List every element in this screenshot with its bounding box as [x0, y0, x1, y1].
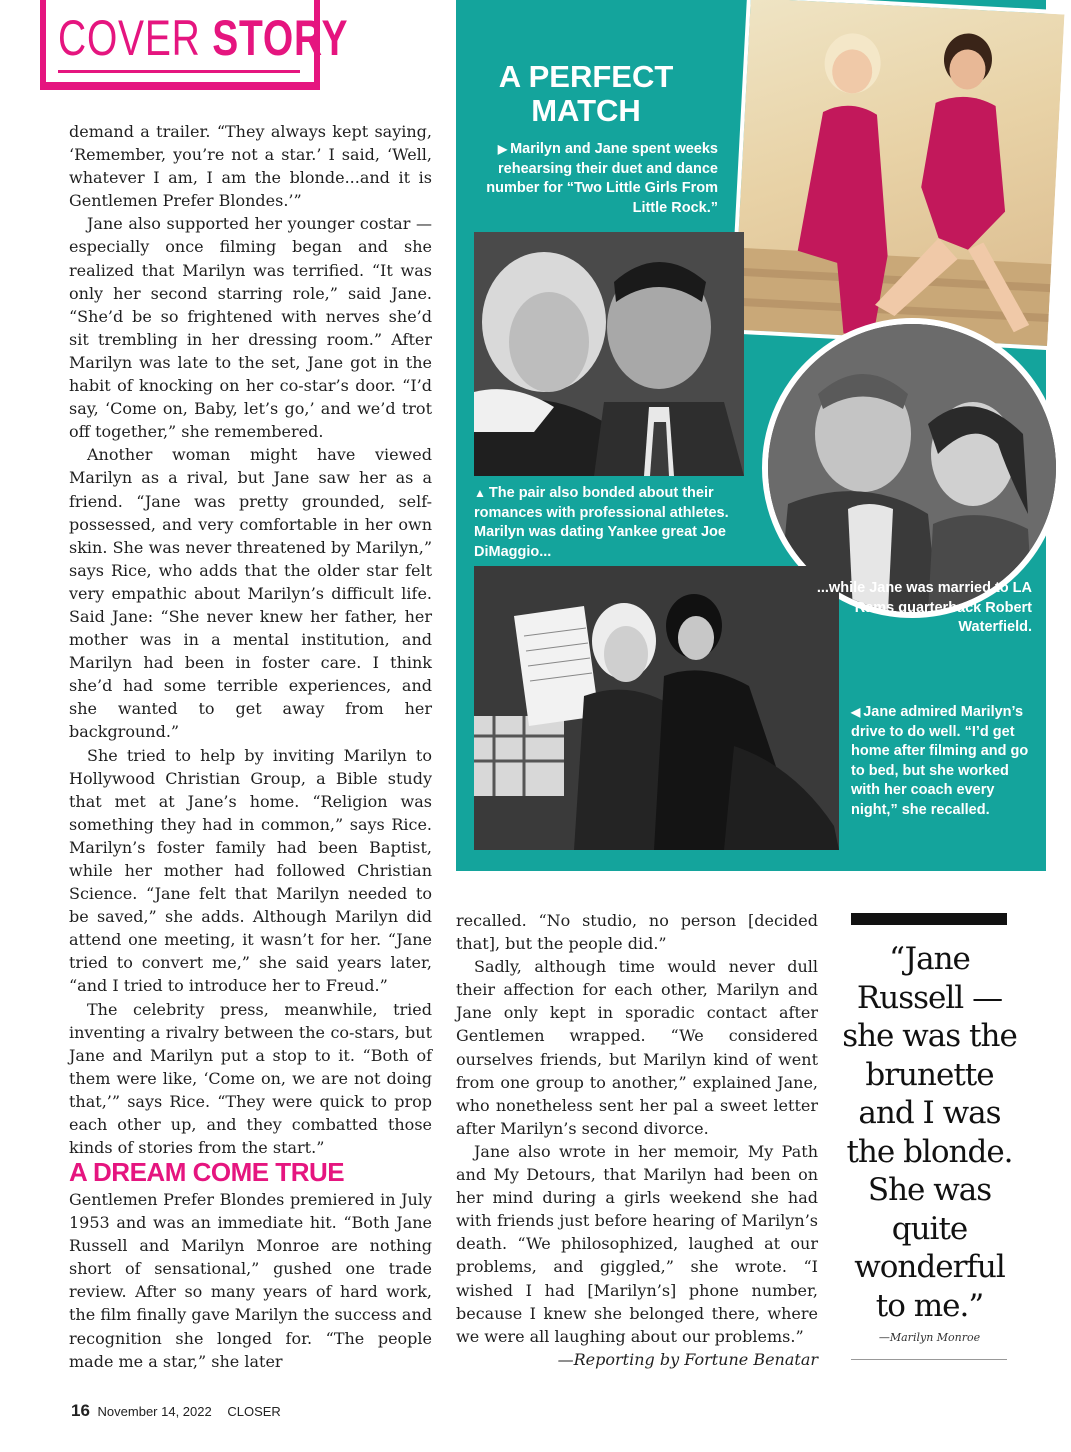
article-paragraph: Another woman might have viewed Marilyn as a rival, but Jane saw her as a friend. “Jane was pretty grounded, self-possessed, and very comfortable in her own skin. She was never threatened by Marilyn,” says Rice, who adds that the older star felt very empathic about Marilyn’s difficult life. Said Jane: “She never knew her father, her mother was in a mental institution, and Marilyn had been in foster care. I think she’d had some terrible experiences, and she wanted to get away from her background.” — [69, 445, 432, 742]
pull-quote-rule — [851, 1359, 1007, 1360]
caption-waterfield — [806, 579, 1032, 638]
sidebar-title — [466, 60, 706, 128]
section-label-word-2: STORY — [212, 10, 349, 66]
reporting-credit: —Reporting by Fortune Benatar — [557, 1349, 818, 1369]
photo-gowns-illustration — [734, 0, 1065, 346]
section-label — [58, 10, 348, 66]
photo-sheet-music — [474, 566, 839, 850]
photo-marilyn-dimaggio-illustration — [474, 232, 744, 476]
article-column-1 — [69, 120, 432, 1159]
article-paragraph: Sadly, although time would never dull their affection for each other, Marilyn and Jane only kept in sporadic contact after Gentlemen wrapped. “We considered ourselves friends, but Marilyn kind of went from one group to another,” explained Jane, who nonetheless sent her pal a sweet letter after Marilyn’s second divorce. — [456, 957, 818, 1138]
pull-quote: “Jane Russell — she was the brunette and I was the blonde. She was quite wonderful to me.” — [842, 941, 1017, 1324]
sidebar-title-line-2: MATCH — [531, 93, 641, 128]
article-column-1-continued — [69, 1188, 432, 1373]
section-subhead: A DREAM COME TRUE — [69, 1157, 345, 1187]
section-rule — [58, 70, 300, 73]
caption-drive — [851, 703, 1037, 821]
caption-athletes-text: The pair also bonded about their romances with professional athletes. Marilyn was dating Yankee great Joe DiMaggio... — [474, 485, 729, 560]
caption-arrow-up-icon: ▲ — [474, 486, 486, 500]
article-paragraph: demand a trailer. “They always kept saying, ‘Remember, you’re not a star.’ I said, ‘Well, whatever I am, I am the blonde...and it is Gentlemen Prefer Blondes.’” — [69, 122, 432, 211]
section-tab — [40, 0, 349, 90]
pull-quote-attribution: —Marilyn Monroe — [878, 1331, 981, 1344]
article-paragraph: She tried to help by inviting Marilyn to Hollywood Christian Group, a Bible study that met at Jane’s home. “Religion was something they had in common,” says Rice. Marilyn’s foster family had been Baptist, while her mother had followed Christian Science. “Jane felt that Marilyn needed to be saved,” she adds. Although Marilyn did attend one meeting, it wasn’t for her. “Jane tried to convert me,” she said years later, “and I tried to introduce her to Freud.” — [69, 745, 432, 996]
caption-drive-text: Jane admired Marilyn’s drive to do well. “I’d get home after filming and go to bed, but she worked with her coach every night,” she recalled. — [851, 704, 1029, 818]
article-paragraph: recalled. “No studio, no person [decided that], but the people did.” — [456, 911, 818, 954]
caption-arrow-right-icon: ▶ — [497, 142, 508, 156]
caption-athletes — [474, 484, 742, 562]
issue-date: November 14, 2022 — [97, 1404, 212, 1419]
photo-sheet-music-illustration — [474, 566, 839, 850]
section-label-word-1: COVER — [58, 10, 201, 66]
magazine-name: CLOSER — [227, 1404, 281, 1419]
page-number: 16 — [71, 1401, 90, 1420]
article-paragraph: Jane also supported her younger costar — especially once filming began and she realized that Marilyn was terrified. “It was only her second starring role,” said Jane. “She’d be so frightened with nerves she’d sit trembling in her dressing room.” After Marilyn was late to the set, Jane got in the habit of knocking on her co-star’s door. “I’d say, ‘Come on, Baby, let’s go,’ and we’d trot off together,” she remembered. — [69, 214, 432, 442]
article-column-2 — [456, 909, 818, 1371]
caption-rehearsal — [466, 140, 718, 218]
page-footer — [71, 1401, 281, 1421]
article-paragraph: Jane also wrote in her memoir, My Path and My Detours, that Marilyn had been on her mind during a girls weekend she had with friends just before hearing of Marilyn’s death. “We philosophized, laughed at our problems, and giggled,” she wrote. “I wished I had [Marilyn’s] phone number, because I knew she belonged there, where we were all laughing about our problems.” — [456, 1141, 818, 1346]
caption-waterfield-text: ...while Jane was married to LA Rams quarterback Robert Waterfield. — [816, 580, 1032, 636]
caption-rehearsal-text: Marilyn and Jane spent weeks rehearsing their duet and dance number for “Two Little Girls From Little Rock.” — [486, 141, 718, 216]
sidebar-title-line-1: A PERFECT — [498, 59, 674, 94]
caption-arrow-left-icon: ◀ — [851, 705, 861, 719]
photo-marilyn-dimaggio — [474, 232, 744, 476]
section-tab-inner — [46, 0, 349, 82]
article-paragraph: The celebrity press, meanwhile, tried inventing a rivalry between the co-stars, but Jane and Marilyn put a stop to it. “Both of them were like, ‘Come on, we are not doing that,’” says Rice. “They were quick to prop each other up, and they combatted those kinds of stories from the start.” — [69, 999, 432, 1158]
pull-quote-bar — [851, 913, 1007, 925]
article-paragraph: Gentlemen Prefer Blondes premiered in July 1953 and was an immediate hit. “Both Jane Russell and Marilyn Monroe are nothing short of sensational,” gushed one trade review. After so many years of hard work, the film finally gave Marilyn the success and recognition she longed for. “The people made me a star,” she later — [69, 1190, 432, 1371]
photo-gowns — [729, 0, 1068, 350]
